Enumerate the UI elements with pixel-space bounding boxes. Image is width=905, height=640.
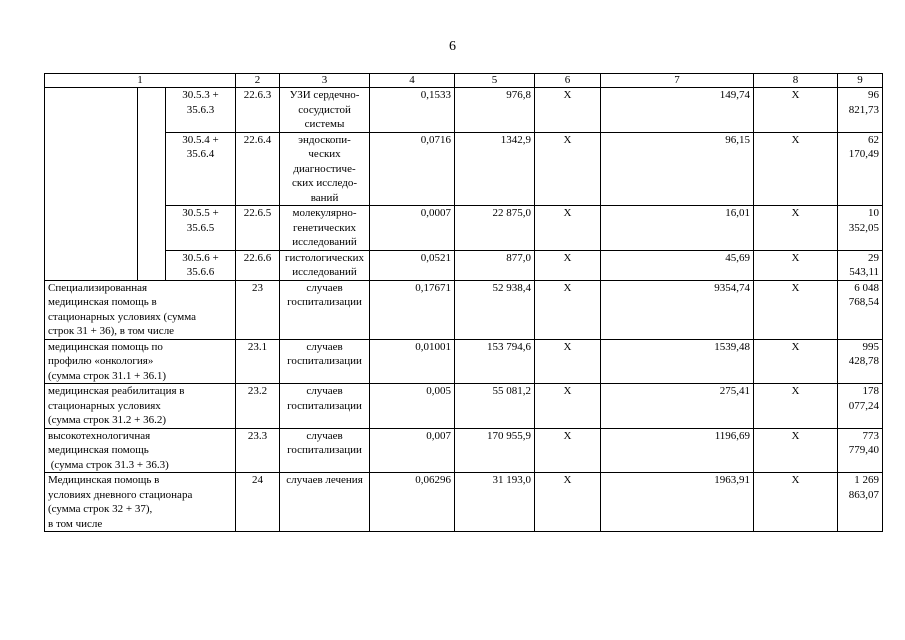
row-name: медицинская помощь по профилю «онкология» (сумма строк 31.1 + 36.1) <box>45 339 236 384</box>
value-cell: 1342,9 <box>455 132 535 206</box>
value-cell: Х <box>535 473 601 532</box>
header-row <box>45 74 883 88</box>
value-cell: Х <box>535 428 601 473</box>
header-cell: 2 <box>236 74 280 88</box>
value-cell: 0,01001 <box>370 339 455 384</box>
value-cell: 31 193,0 <box>455 473 535 532</box>
header-cell: 4 <box>370 74 455 88</box>
value-cell: 0,06296 <box>370 473 455 532</box>
value-cell: 178 077,24 <box>838 384 883 429</box>
row-number: 23.3 <box>236 428 280 473</box>
value-cell: Х <box>754 132 838 206</box>
value-cell: 153 794,6 <box>455 339 535 384</box>
value-cell: Х <box>535 280 601 339</box>
value-cell: 773 779,40 <box>838 428 883 473</box>
row-unit: случаев госпитализации <box>280 384 370 429</box>
value-cell: 275,41 <box>601 384 754 429</box>
table-row <box>45 250 883 280</box>
row-unit: гистологических исследований <box>280 250 370 280</box>
blank-cell <box>138 88 166 281</box>
value-cell: 0,17671 <box>370 280 455 339</box>
value-cell: 0,0716 <box>370 132 455 206</box>
page-number: 6 <box>449 39 456 54</box>
value-cell: 62 170,49 <box>838 132 883 206</box>
row-unit: случаев лечения <box>280 473 370 532</box>
table-row <box>45 88 883 133</box>
value-cell: Х <box>754 384 838 429</box>
data-table <box>44 73 883 532</box>
value-cell: Х <box>754 206 838 251</box>
table-row <box>45 384 883 429</box>
value-cell: Х <box>535 206 601 251</box>
value-cell: 0,0521 <box>370 250 455 280</box>
value-cell: 10 352,05 <box>838 206 883 251</box>
row-code: 30.5.3 + 35.6.3 <box>166 88 236 133</box>
value-cell: Х <box>754 88 838 133</box>
header-cell: 8 <box>754 74 838 88</box>
value-cell: 1 269 863,07 <box>838 473 883 532</box>
value-cell: Х <box>754 280 838 339</box>
table-row <box>45 280 883 339</box>
row-number: 22.6.6 <box>236 250 280 280</box>
value-cell: Х <box>535 132 601 206</box>
row-name: медицинская реабилитация в стационарных условиях (сумма строк 31.2 + 36.2) <box>45 384 236 429</box>
value-cell: 52 938,4 <box>455 280 535 339</box>
row-code: 30.5.5 + 35.6.5 <box>166 206 236 251</box>
row-unit: случаев госпитализации <box>280 339 370 384</box>
value-cell: Х <box>754 339 838 384</box>
value-cell: 29 543,11 <box>838 250 883 280</box>
value-cell: 170 955,9 <box>455 428 535 473</box>
row-number: 22.6.5 <box>236 206 280 251</box>
value-cell: 96,15 <box>601 132 754 206</box>
value-cell: Х <box>535 88 601 133</box>
value-cell: 1196,69 <box>601 428 754 473</box>
value-cell: 96 821,73 <box>838 88 883 133</box>
value-cell: 16,01 <box>601 206 754 251</box>
row-unit: молекулярно- генетических исследований <box>280 206 370 251</box>
blank-cell <box>45 88 138 281</box>
value-cell: 1963,91 <box>601 473 754 532</box>
row-code: 30.5.6 + 35.6.6 <box>166 250 236 280</box>
value-cell: 0,007 <box>370 428 455 473</box>
value-cell: 1539,48 <box>601 339 754 384</box>
row-number: 23 <box>236 280 280 339</box>
row-number: 23.2 <box>236 384 280 429</box>
header-cell: 7 <box>601 74 754 88</box>
value-cell: 9354,74 <box>601 280 754 339</box>
row-number: 24 <box>236 473 280 532</box>
row-unit: случаев госпитализации <box>280 280 370 339</box>
value-cell: 0,1533 <box>370 88 455 133</box>
row-name: Медицинская помощь в условиях дневного стационара (сумма строк 32 + 37), в том числе <box>45 473 236 532</box>
value-cell: 6 048 768,54 <box>838 280 883 339</box>
table-row <box>45 132 883 206</box>
header-cell: 9 <box>838 74 883 88</box>
row-number: 22.6.4 <box>236 132 280 206</box>
table-row <box>45 428 883 473</box>
value-cell: Х <box>535 384 601 429</box>
header-cell: 6 <box>535 74 601 88</box>
table-row <box>45 206 883 251</box>
row-code: 30.5.4 + 35.6.4 <box>166 132 236 206</box>
value-cell: Х <box>535 339 601 384</box>
value-cell: Х <box>754 473 838 532</box>
row-number: 23.1 <box>236 339 280 384</box>
value-cell: Х <box>754 428 838 473</box>
row-unit: УЗИ сердечно- сосудистой системы <box>280 88 370 133</box>
value-cell: 45,69 <box>601 250 754 280</box>
header-cell: 5 <box>455 74 535 88</box>
value-cell: 995 428,78 <box>838 339 883 384</box>
header-cell: 1 <box>45 74 236 88</box>
table-row <box>45 339 883 384</box>
row-unit: эндоскопи- ческих диагностиче- ских исследо- ваний <box>280 132 370 206</box>
value-cell: 0,0007 <box>370 206 455 251</box>
value-cell: 976,8 <box>455 88 535 133</box>
value-cell: Х <box>535 250 601 280</box>
value-cell: Х <box>754 250 838 280</box>
row-number: 22.6.3 <box>236 88 280 133</box>
value-cell: 0,005 <box>370 384 455 429</box>
value-cell: 22 875,0 <box>455 206 535 251</box>
value-cell: 877,0 <box>455 250 535 280</box>
row-name: Специализированная медицинская помощь в стационарных условиях (сумма строк 31 + 36), в том числе <box>45 280 236 339</box>
header-cell: 3 <box>280 74 370 88</box>
row-name: высокотехнологичная медицинская помощь (сумма строк 31.3 + 36.3) <box>45 428 236 473</box>
row-unit: случаев госпитализации <box>280 428 370 473</box>
table-row <box>45 473 883 532</box>
value-cell: 149,74 <box>601 88 754 133</box>
value-cell: 55 081,2 <box>455 384 535 429</box>
